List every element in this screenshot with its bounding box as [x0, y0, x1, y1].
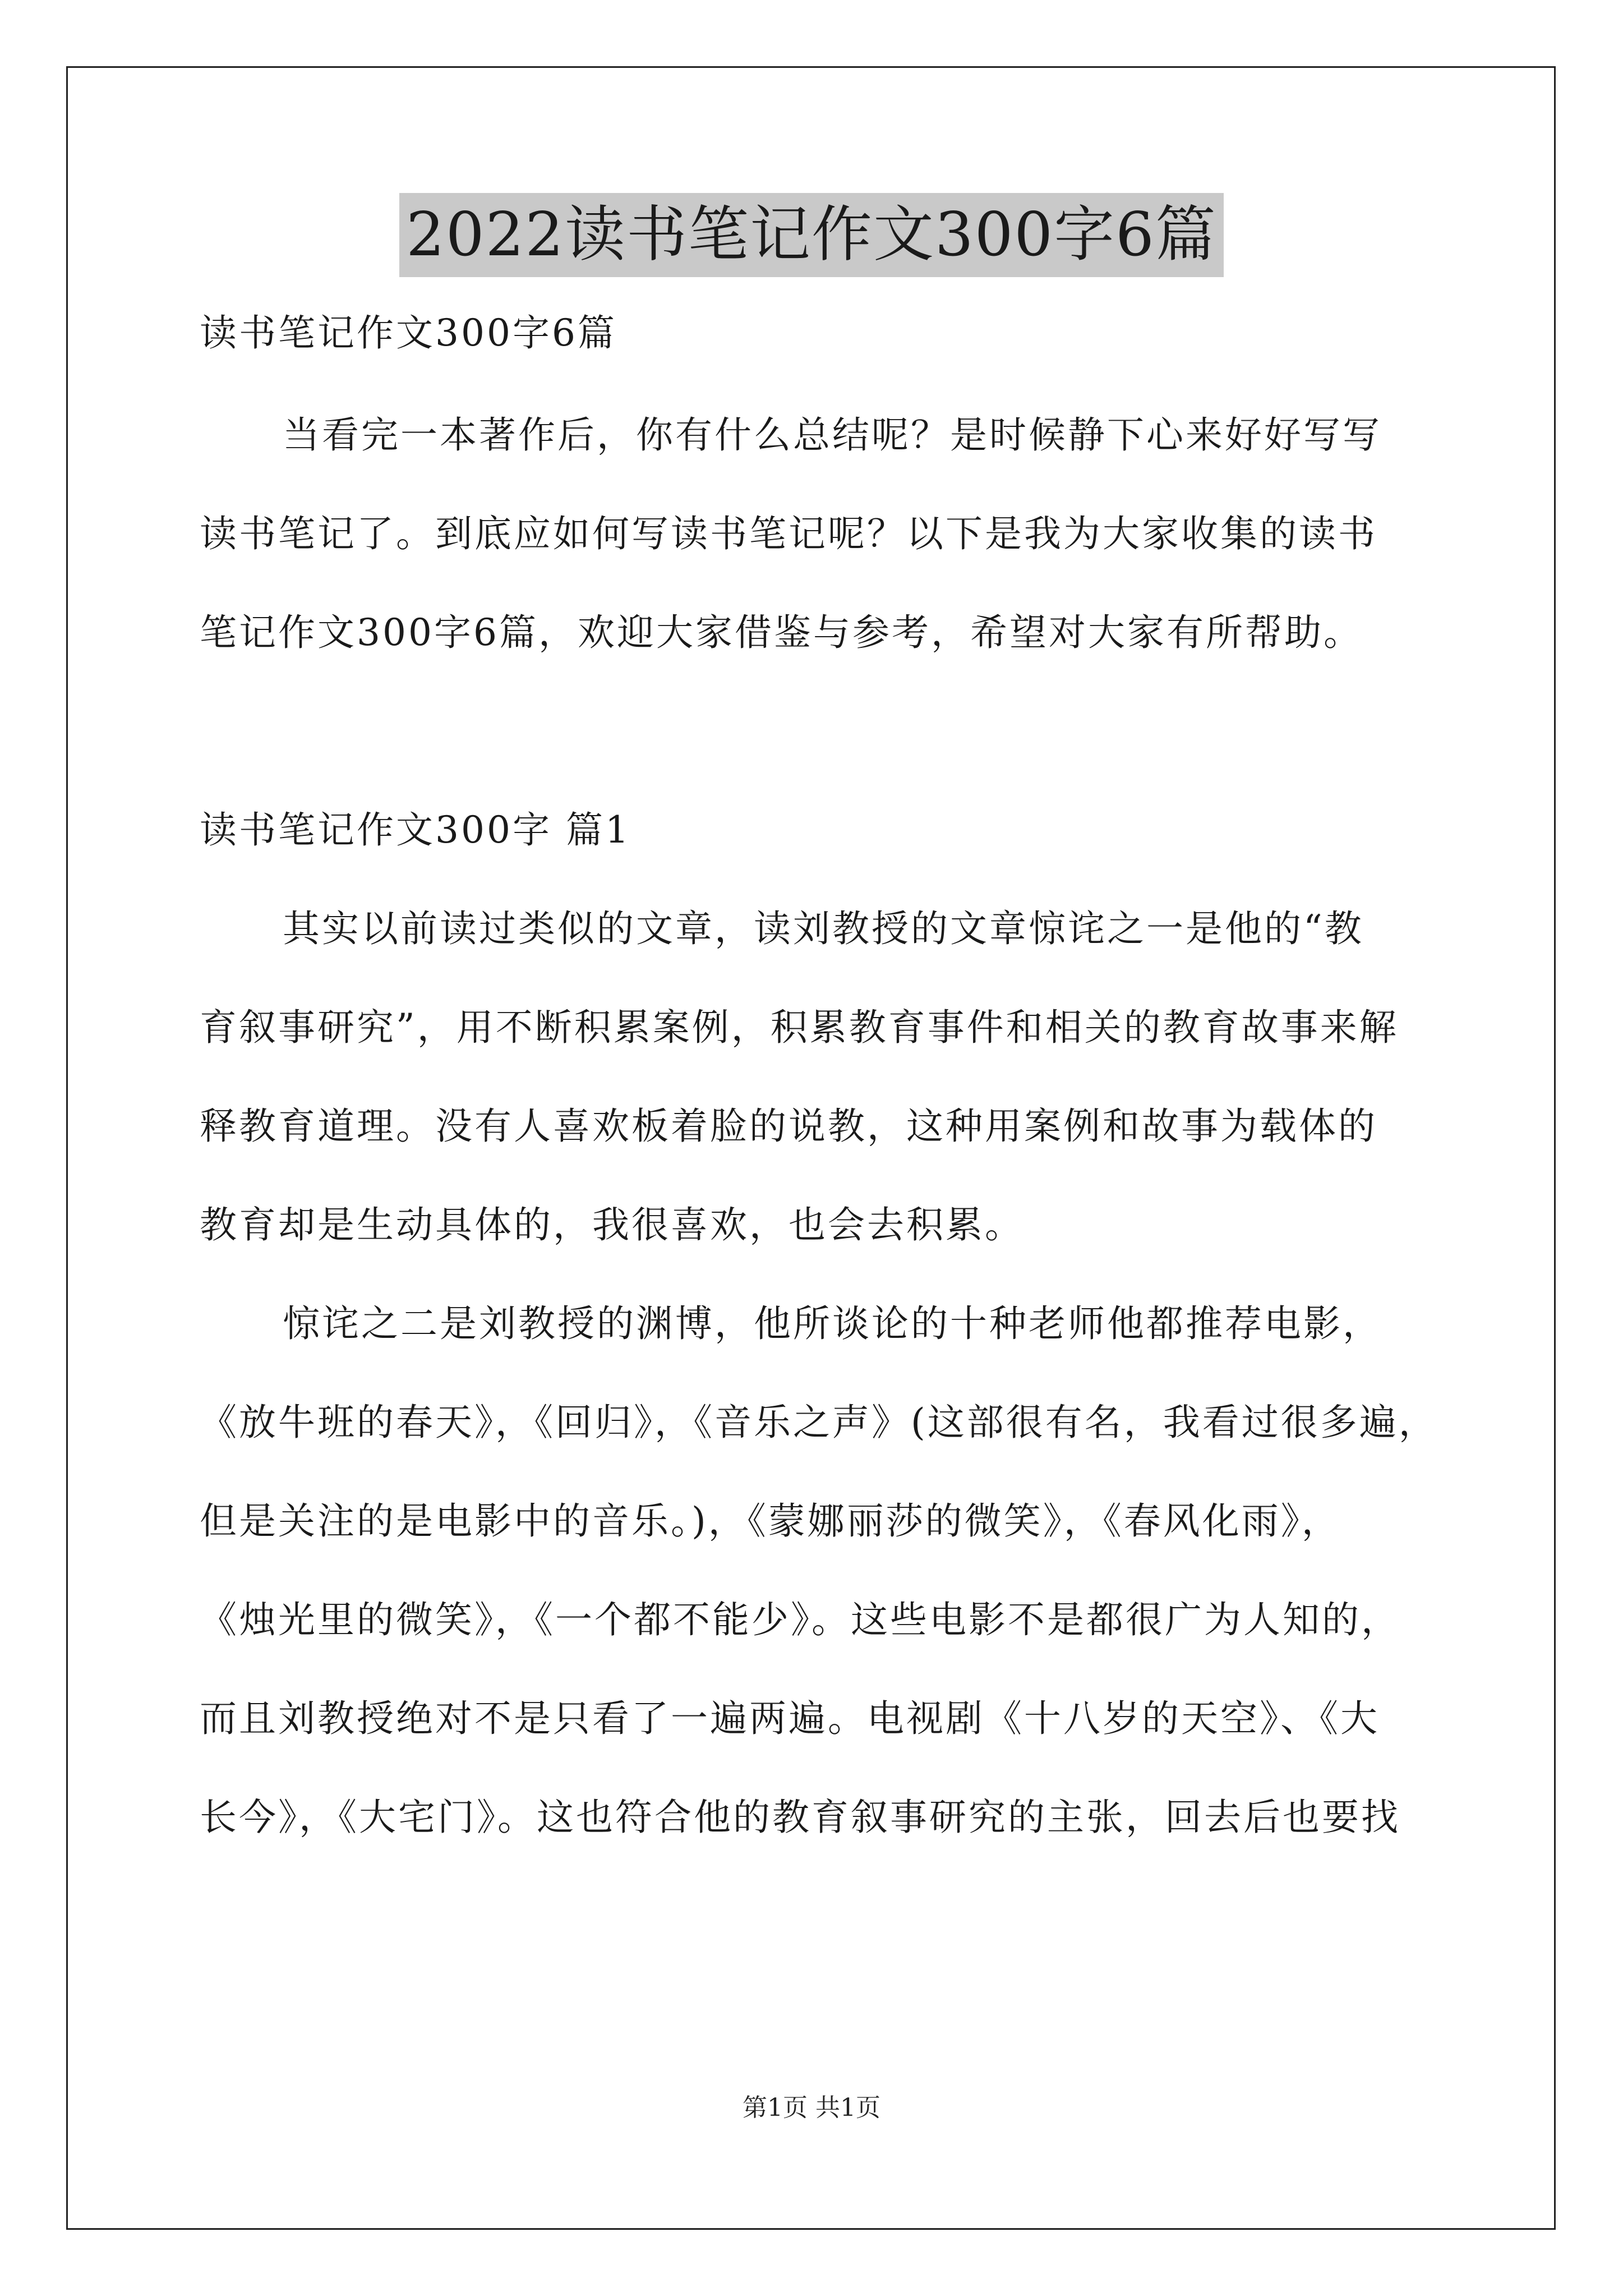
- paragraph-line: 释教育道理。没有人喜欢板着脸的说教，这种用案例和故事为载体的: [200, 1105, 1377, 1148]
- paragraph-line: 《烛光里的微笑》，《一个都不能少》。这些电影不是都很广为人知的，: [200, 1598, 1400, 1641]
- paragraph-line: 长今》，《大宅门》。这也符合他的教育叙事研究的主张，回去后也要找: [200, 1796, 1400, 1839]
- section-heading: 读书笔记作文300字 篇1: [200, 808, 631, 852]
- document-title: 2022读书笔记作文300字6篇: [399, 193, 1224, 277]
- paragraph-line: 而且刘教授绝对不是只看了一遍两遍。电视剧《十八岁的天空》、《大: [200, 1697, 1380, 1740]
- paragraph-line: 育叙事研究”，用不断积累案例，积累教育事件和相关的教育故事来解: [200, 1006, 1399, 1049]
- intro-line: 读书笔记了。到底应如何写读书笔记呢？以下是我为大家收集的读书: [200, 512, 1377, 555]
- intro-line: 笔记作文300字6篇，欢迎大家借鉴与参考，希望对大家有所帮助。: [200, 611, 1363, 654]
- paragraph-line: 其实以前读过类似的文章，读刘教授的文章惊诧之一是他的“教: [283, 907, 1364, 950]
- paragraph-line: 但是关注的是电影中的音乐。)，《蒙娜丽莎的微笑》，《春风化雨》，: [200, 1499, 1341, 1543]
- paragraph-line: 惊诧之二是刘教授的渊博，他所谈论的十种老师他都推荐电影，: [283, 1302, 1382, 1345]
- paragraph-line: 教育却是生动具体的，我很喜欢，也会去积累。: [200, 1203, 1024, 1246]
- paragraph-line: 《放牛班的春天》，《回归》，《音乐之声》(这部很有名，我看过很多遍，: [200, 1401, 1438, 1444]
- page-number-footer: 第1页 共1页: [743, 2093, 880, 2122]
- intro-line: 当看完一本著作后，你有什么总结呢？是时候静下心来好好写写: [283, 413, 1382, 457]
- document-subtitle: 读书笔记作文300字6篇: [200, 311, 617, 355]
- title-container: [0, 193, 1623, 277]
